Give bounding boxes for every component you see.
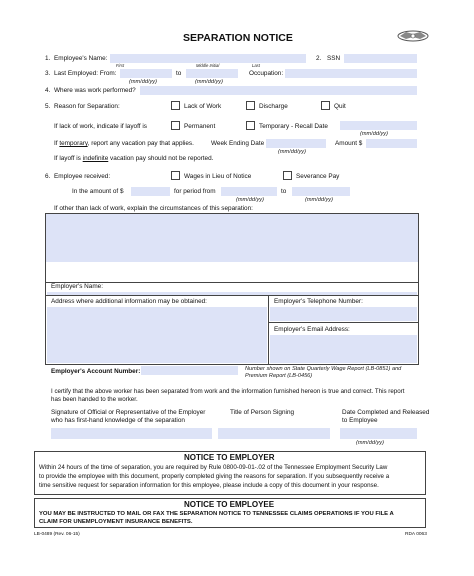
discharge-checkbox[interactable] [246,101,255,110]
certify-text-1: I certify that the above worker has been separated from work and the information furnished hereon is true and correct. This report [51,388,405,395]
layoff-type-label: If lack of work, indicate if layoff is [54,123,147,130]
date-completed-field[interactable] [340,428,417,439]
reason-label: Reason for Separation: [54,103,120,110]
quit-checkbox[interactable] [321,101,330,110]
period-from-field[interactable] [221,187,277,196]
to-date-format: (mm/dd/yy) [195,79,223,85]
account-number-field[interactable] [141,366,238,375]
account-note-2: Premium Report (LB-0456) [245,373,313,379]
signature-label-1: Signature of Official or Representative of the Employer [51,409,206,416]
occupation-field[interactable] [285,69,417,78]
form-id: LB-0489 (Rev. 06-15) [34,532,80,537]
period-from-label: for period from [174,188,216,195]
account-number-label: Employer's Account Number: [51,368,141,375]
quit-label: Quit [334,103,346,110]
indef-note-post: vacation pay should not be reported. [110,155,214,162]
temporary-checkbox[interactable] [246,121,255,130]
in-amount-label: In the amount of $ [72,188,124,195]
item-1-number: 1. [45,55,51,62]
to-label: to [176,70,182,77]
permanent-label: Permanent [184,123,216,130]
wages-in-lieu-label: Wages in Lieu of Notice [184,173,252,180]
week-ending-field[interactable] [266,139,326,148]
other-circumstances-label: If other than lack of work, explain the circumstances of this separation: [54,205,253,212]
state-seal-logo [396,28,430,44]
employer-name-label: Employer's Name: [51,283,104,290]
recall-date-format: (mm/dd/yy) [360,131,388,137]
week-ending-label: Week Ending Date [211,140,265,147]
temporary-recall-label: Temporary - Recall Date [259,123,328,130]
employee-name-label: Employee's Name: [54,55,108,62]
amount-label: Amount $ [335,140,363,147]
work-location-field[interactable] [140,86,417,95]
name-sub-last: Last [252,63,260,68]
item-3-number: 3. [45,70,51,77]
item-5-number: 5. [45,103,51,110]
from-date-format: (mm/dd/yy) [129,79,157,85]
period-to-format: (mm/dd/yy) [305,197,333,203]
temp-note-pre: If [54,140,58,147]
temp-note-post: , report any vacation pay that applies. [87,140,194,147]
week-ending-format: (mm/dd/yy) [278,149,306,155]
lack-of-work-checkbox[interactable] [171,101,180,110]
temp-note-underlined: temporary [59,140,88,147]
notice-employee-title: NOTICE TO EMPLOYEE [184,500,275,509]
employer-address-field[interactable] [47,307,267,363]
title-signing-label: Title of Person Signing [230,409,295,416]
permanent-checkbox[interactable] [171,121,180,130]
employer-phone-field[interactable] [270,307,417,321]
indef-note-pre: If layoff is [54,155,81,162]
employer-email-label: Employer's Email Address: [274,326,350,333]
date-completed-label-2: to Employee [342,417,378,424]
rda-number: RDA 0063 [405,532,427,537]
wages-in-lieu-checkbox[interactable] [171,171,180,180]
discharge-label: Discharge [259,103,288,110]
date-completed-label-1: Date Completed and Released [342,409,430,416]
ssn-label: SSN [327,55,341,62]
item-2-number: 2. [316,55,322,62]
last-employed-label: Last Employed: From: [54,70,117,77]
signature-field[interactable] [51,428,212,439]
notice-employer-line-1: Within 24 hours of the time of separation, you are required by Rule 0800-09-01-.02 of the Tennessee Employment Security Law [39,464,388,471]
item-4-number: 4. [45,87,51,94]
indefinite-note [54,155,213,163]
employer-email-field[interactable] [270,335,417,363]
notice-employer-line-2: to provide the employee with this document, properly completed giving the reasons for separation. If you subsequently receive a [39,473,390,480]
received-amount-field[interactable] [131,187,170,196]
notice-employer-line-3: time sensitive request for separation information for this employee, please include a copy of this document in your response. [39,482,379,489]
email-divider [268,322,419,323]
date-completed-format: (mm/dd/yy) [356,440,384,446]
severance-checkbox[interactable] [283,171,292,180]
employed-from-field[interactable] [120,69,172,78]
employee-received-label: Employee received: [54,173,111,180]
period-to-label: to [281,188,287,195]
lack-of-work-label: Lack of Work [184,103,222,110]
period-from-format: (mm/dd/yy) [236,197,264,203]
notice-employee-line-1: YOU MAY BE INSTRUCTED TO MAIL OR FAX THE SEPARATION NOTICE TO TENNESSEE CLAIMS OPERATIONS IF YOU FILE A [39,511,394,517]
title-signing-field[interactable] [218,428,330,439]
vertical-divider [268,295,269,365]
employer-address-divider [45,295,419,296]
temporary-vacation-note [54,140,194,148]
period-to-field[interactable] [292,187,350,196]
vacation-amount-field[interactable] [366,139,417,148]
indef-note-underlined: indefinite [82,155,109,162]
notice-employer-title: NOTICE TO EMPLOYER [184,453,275,462]
signature-label-2: who has first-hand knowledge of the separation [51,417,185,424]
name-sub-first: First [116,63,125,68]
account-note-1: Number shown on State Quarterly Wage Report (LB-0851) and [245,366,402,372]
occupation-label: Occupation: [249,70,284,77]
employee-name-field[interactable] [110,54,306,63]
severance-label: Severance Pay [296,173,340,180]
name-sub-middle: Middle Initial [196,63,220,68]
form-title: SEPARATION NOTICE [183,32,293,44]
work-location-label: Where was work performed? [54,87,136,94]
ssn-field[interactable] [344,54,417,63]
employer-address-label: Address where additional information may be obtained: [51,298,207,305]
explanation-fill[interactable] [46,214,418,262]
employer-phone-label: Employer's Telephone Number: [274,298,363,305]
certify-text-2: has been handed to the worker. [51,396,138,403]
item-6-number: 6. [45,173,51,180]
notice-employee-line-2: CLAIM FOR UNEMPLOYMENT INSURANCE BENEFITS. [39,519,193,525]
recall-date-field[interactable] [340,121,417,130]
employed-to-field[interactable] [186,69,238,78]
